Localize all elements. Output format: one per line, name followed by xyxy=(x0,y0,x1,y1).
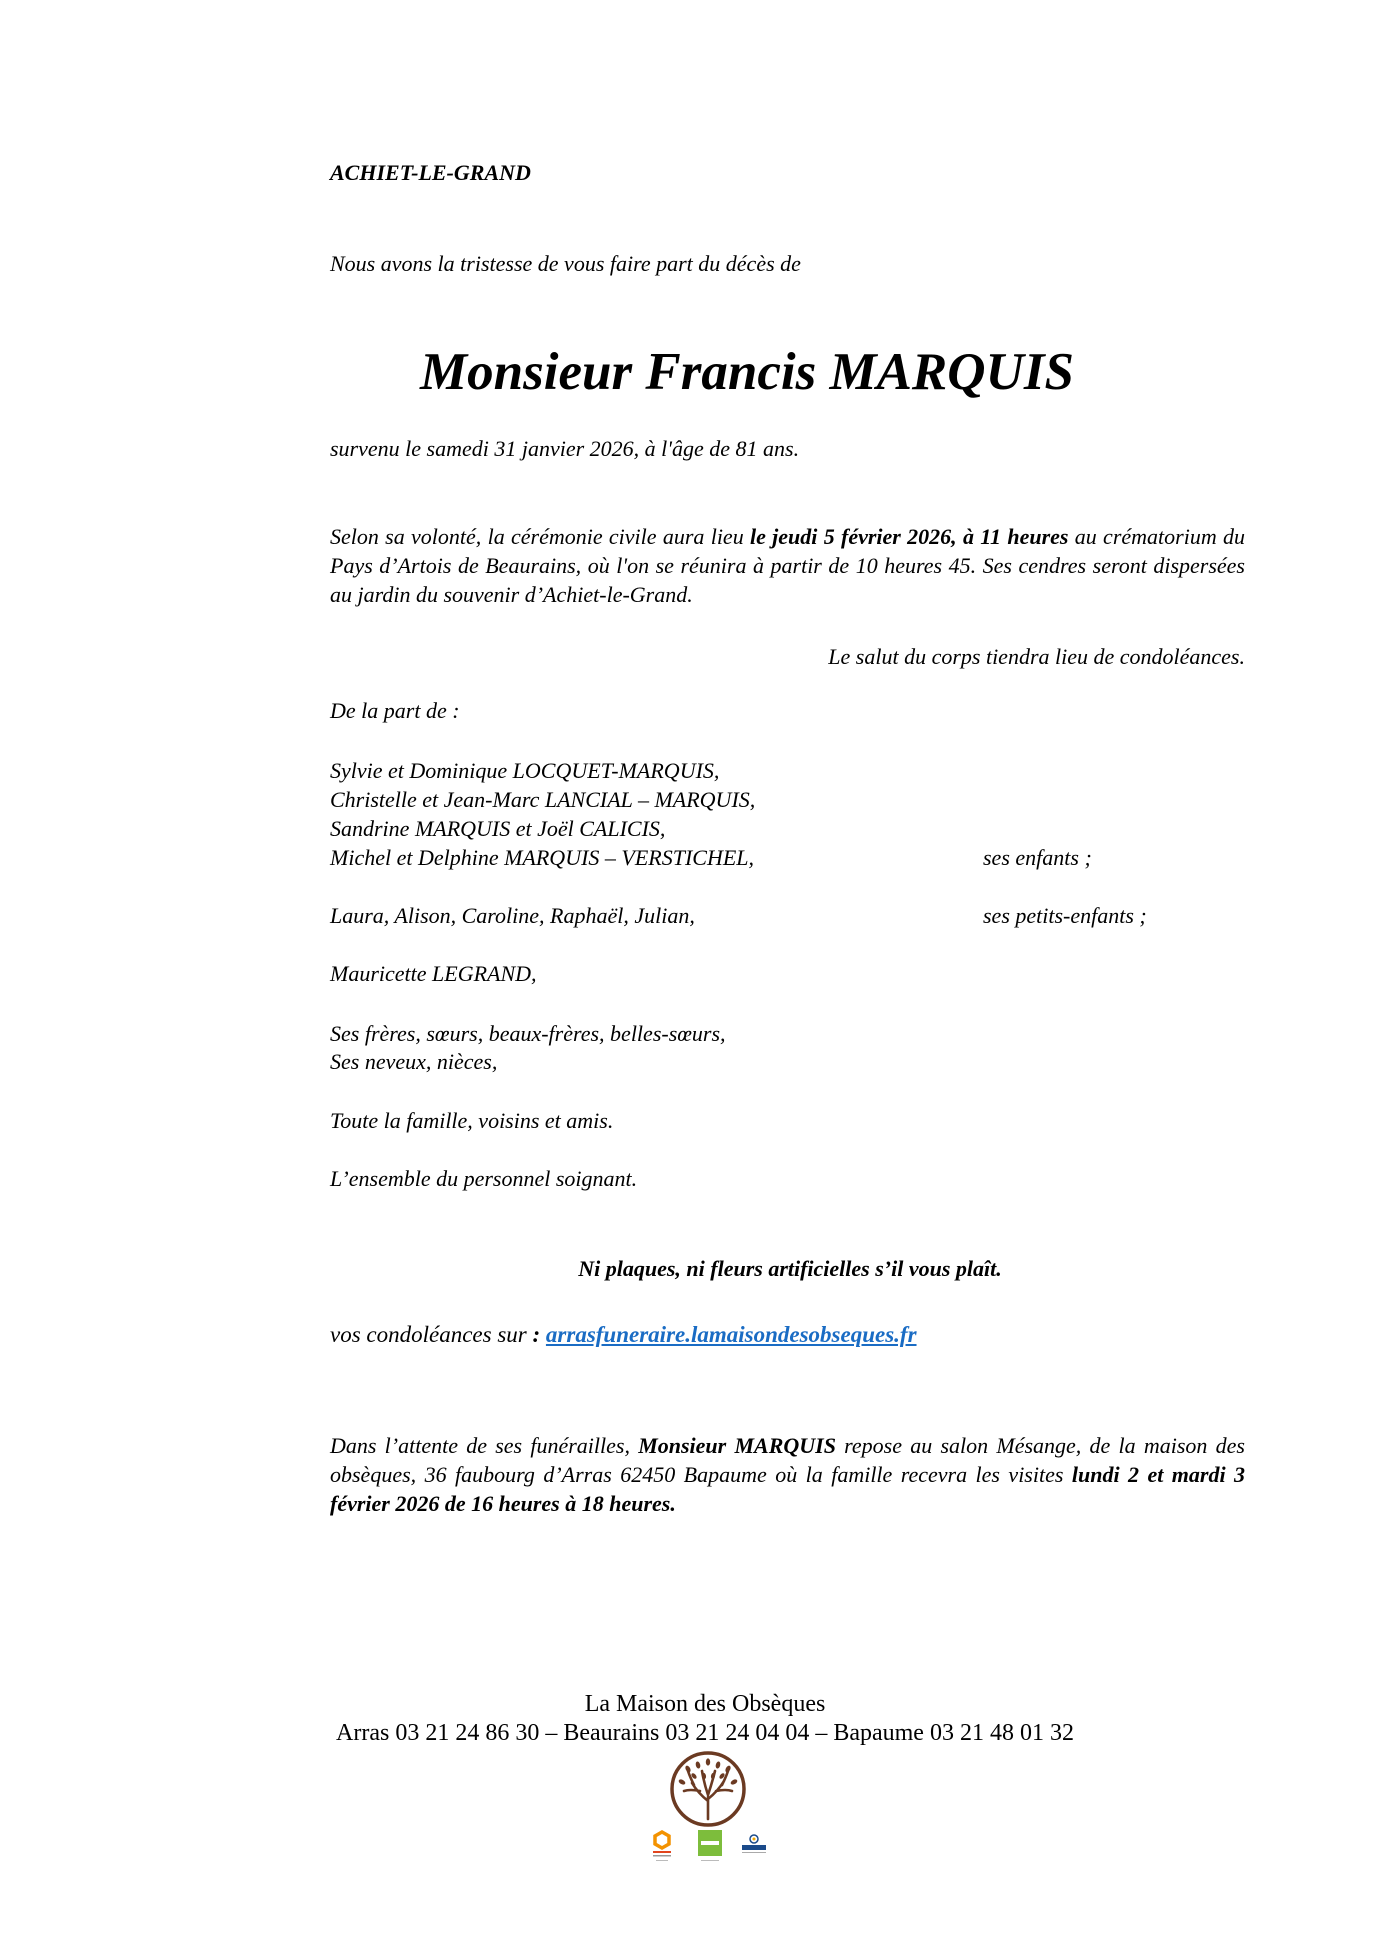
footer-phones: Arras 03 21 24 86 30 – Beaurains 03 21 24 04 04 – Bapaume 03 21 48 01 32 xyxy=(336,1720,1074,1746)
visit-text-1: Dans l’attente de ses funérailles, xyxy=(330,1433,639,1458)
partner-logos xyxy=(650,1828,770,1868)
location-heading: ACHIET-LE-GRAND xyxy=(330,160,531,185)
family-line: Toute la famille, voisins et amis. xyxy=(330,1108,614,1133)
visit-paragraph xyxy=(330,1431,1245,1518)
children-relation: ses enfants ; xyxy=(983,845,1092,870)
child-line: Sandrine MARQUIS et Joël CALICIS, xyxy=(330,816,666,841)
siblings-line: Ses frères, sœurs, beaux-frères, belles-sœurs, xyxy=(330,1021,726,1046)
ceremony-text-1: Selon sa volonté, la cérémonie civile aura lieu xyxy=(330,524,750,549)
child-line: Sylvie et Dominique LOCQUET-MARQUIS, xyxy=(330,758,720,783)
mgen-logo-icon xyxy=(698,1830,722,1861)
from-label: De la part de : xyxy=(330,698,460,723)
child-line: Christelle et Jean-Marc LANCIAL – MARQUIS, xyxy=(330,787,756,812)
harmonie-mutuelle-logo-icon xyxy=(653,1832,671,1861)
mutac-logo-icon xyxy=(742,1835,766,1853)
flowers-note: Ni plaques, ni fleurs artificielles s’il vous plaît. xyxy=(578,1256,1002,1281)
ceremony-date: le jeudi 5 février 2026, à 11 heures xyxy=(750,524,1069,549)
grandchildren-relation: ses petits-enfants ; xyxy=(983,903,1147,928)
tree-logo-icon xyxy=(668,1749,748,1834)
deceased-name: Monsieur Francis MARQUIS xyxy=(420,343,1074,401)
intro-text: Nous avons la tristesse de vous faire part du décès de xyxy=(330,251,801,276)
ceremony-paragraph xyxy=(330,522,1245,609)
condolences-colon: : xyxy=(532,1322,546,1347)
nephews-line: Ses neveux, nièces, xyxy=(330,1049,498,1074)
other-relative-line: Mauricette LEGRAND, xyxy=(330,961,537,986)
condolences-note: Le salut du corps tiendra lieu de condoléances. xyxy=(828,644,1245,669)
grandchildren-line: Laura, Alison, Caroline, Raphaël, Julian, xyxy=(330,903,695,928)
footer-company: La Maison des Obsèques xyxy=(584,1691,826,1717)
death-info: survenu le samedi 31 janvier 2026, à l'âge de 81 ans. xyxy=(330,436,800,461)
ceremony-text-2: au crématorium du Pays d’Artois de Beaurains, où l'on se réunira à partir de 10 heures 45. Ses cendres seront dispersées au jardin du souvenir d’Achiet-le-Grand. xyxy=(330,524,1245,607)
condolences-link[interactable]: arrasfuneraire.lamaisondesobseques.fr xyxy=(545,1322,917,1347)
visit-dates: lundi 2 et mardi 3 février 2026 de 16 heures à 18 heures. xyxy=(330,1462,1246,1516)
condolences-line xyxy=(330,1320,917,1349)
staff-line: L’ensemble du personnel soignant. xyxy=(330,1166,638,1191)
child-line: Michel et Delphine MARQUIS – VERSTICHEL, xyxy=(330,845,755,870)
visit-text-2: repose au salon Mésange, de la maison des obsèques, 36 faubourg d’Arras 62450 Bapaume où la famille recevra les visites xyxy=(330,1433,1245,1487)
visit-name: Monsieur MARQUIS xyxy=(638,1433,836,1458)
condolences-label: vos condoléances sur xyxy=(330,1322,533,1347)
